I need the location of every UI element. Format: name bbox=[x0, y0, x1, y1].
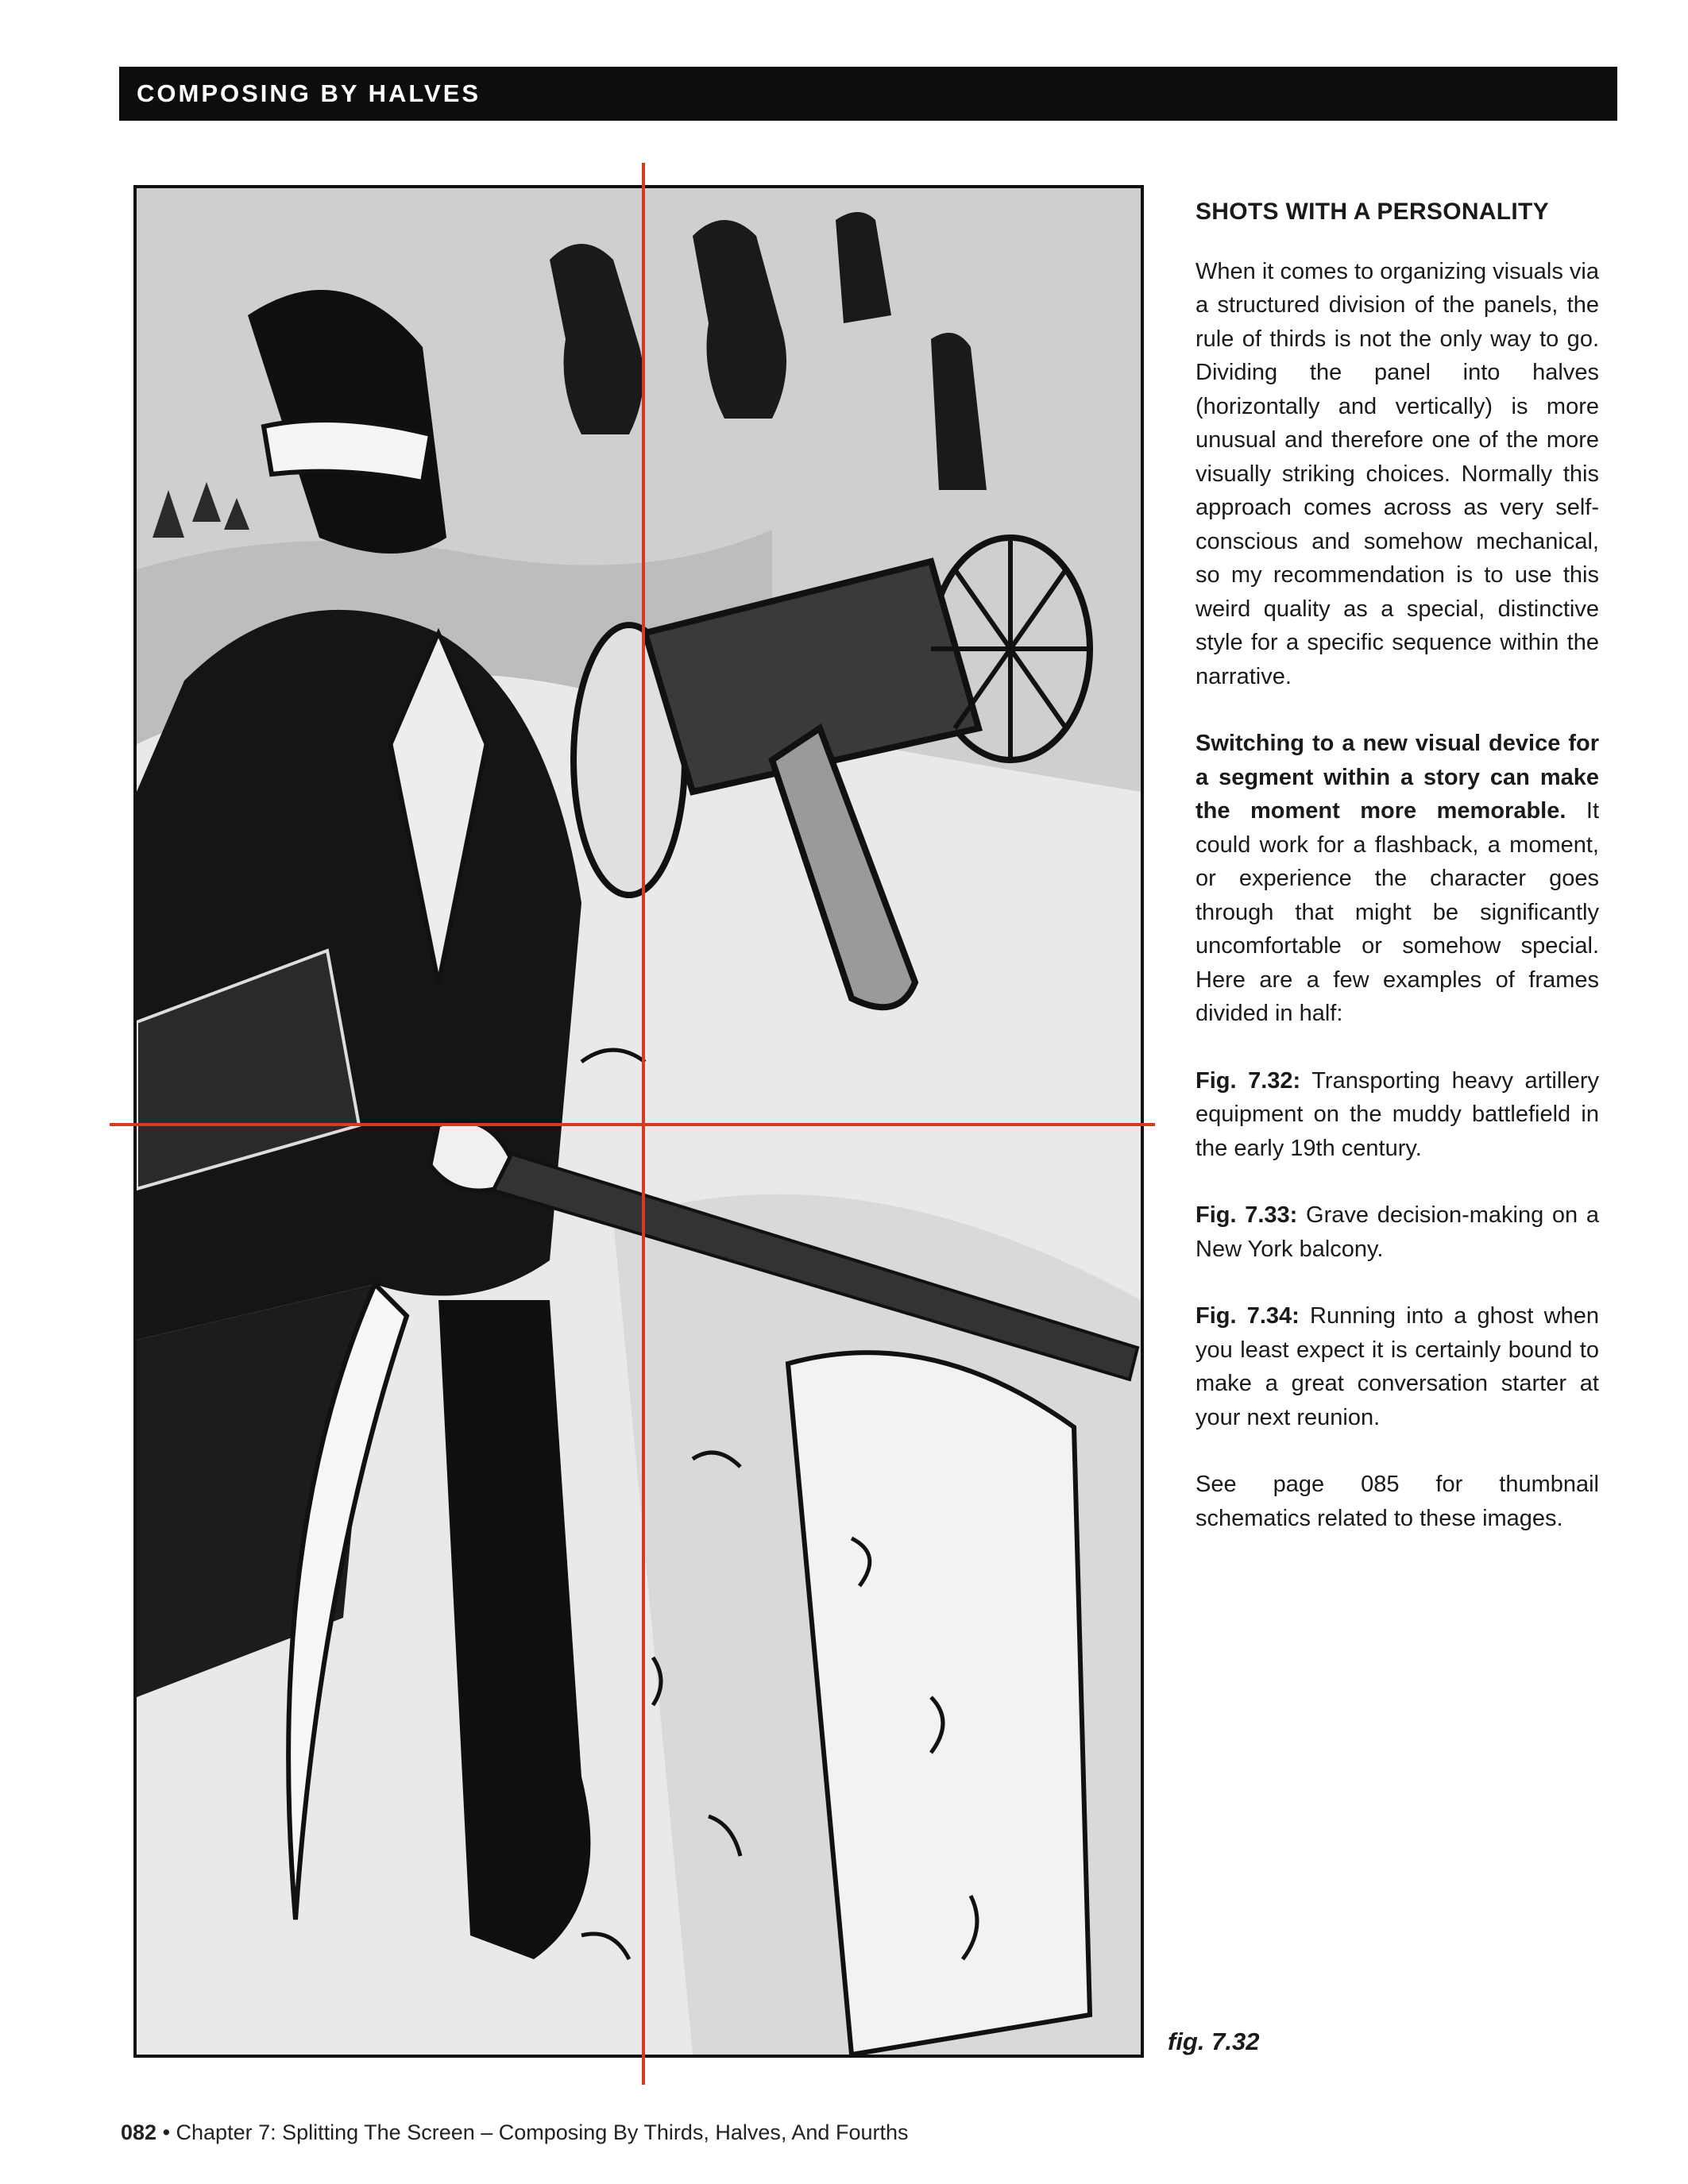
emphasis-paragraph bbox=[1196, 727, 1599, 1031]
figure-note bbox=[1196, 1064, 1599, 1166]
closing-paragraph: See page 085 for thumbnail schematics related to these images. bbox=[1196, 1472, 1599, 1531]
section-header-bar bbox=[119, 67, 1617, 121]
sidebar-heading: SHOTS WITH A PERSONALITY bbox=[1196, 199, 1549, 225]
page-footer bbox=[121, 2120, 909, 2145]
figure-note bbox=[1196, 1198, 1599, 1266]
intro-paragraph: When it comes to organizing visuals via a structured division of the panels, the rule of thirds is not the only way to go. Dividing the panel into halves (horizontally and vertically) is more unusual and therefore one of the more visually striking choices. Normally this approach comes across as very self-conscious and somehow mechanical, so my recommendation is to use this weird quality as a special, distinctive style for a specific sequence within the narrative. bbox=[1196, 258, 1599, 689]
figure-note-text: Transporting heavy artillery equipment on the muddy battlefield in the early 19th century. bbox=[1196, 1067, 1600, 1161]
figure-note-text: Grave decision-making on a New York balcony. bbox=[1196, 1202, 1599, 1262]
emphasis-lead: Switching to a new visual device for a segment within a story can make the moment more memorable. bbox=[1196, 731, 1599, 824]
figure-note bbox=[1196, 1299, 1599, 1434]
emphasis-rest: It could work for a flashback, a moment, or experience the character goes through that might be significantly uncomfortable or somehow special. Here are a few examples of frames divided in half: bbox=[1196, 798, 1600, 1026]
horizontal-half-guide-line bbox=[110, 1123, 1155, 1126]
figure-note-label: Fig. 7.32: bbox=[1196, 1067, 1301, 1094]
figure-note-label: Fig. 7.33: bbox=[1196, 1202, 1298, 1228]
figure-note-label: Fig. 7.34: bbox=[1196, 1303, 1300, 1329]
figure-note-text: Running into a ghost when you least expect it is certainly bound to make a great conversation starter at your next reunion. bbox=[1196, 1303, 1599, 1430]
comic-panel-illustration bbox=[133, 185, 1144, 2058]
artillery-battlefield-illustration bbox=[137, 188, 1141, 2055]
figure-caption: fig. 7.32 bbox=[1168, 2028, 1260, 2055]
sidebar-text-column bbox=[1196, 191, 1599, 1569]
page-number: 082 bbox=[121, 2120, 157, 2144]
chapter-title: • Chapter 7: Splitting The Screen – Composing By Thirds, Halves, And Fourths bbox=[156, 2120, 909, 2144]
section-title: COMPOSING BY HALVES bbox=[137, 79, 481, 107]
